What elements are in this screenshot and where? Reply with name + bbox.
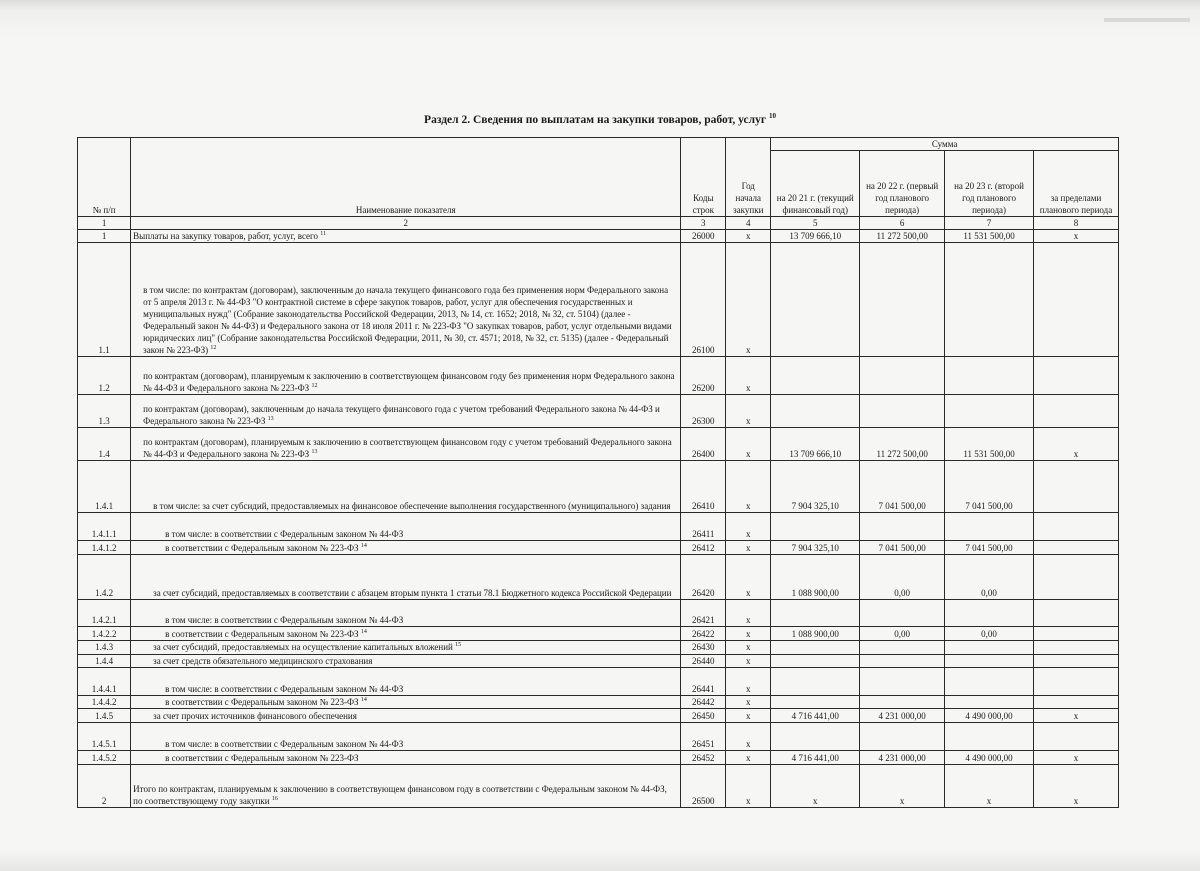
row-code: 26422 [681,627,726,641]
row-value-year-3 [945,722,1034,750]
row-value-year-2: 0,00 [860,627,945,641]
row-value-year-1 [771,641,860,654]
section-title-footnote: 10 [768,112,776,120]
row-number: 1.4 [78,428,131,461]
row-number: 1.4.3 [78,641,131,654]
row-value-year-1: 4 716 441,00 [771,708,860,722]
row-footnote: 12 [210,345,217,352]
scan-edge-mark [1104,18,1190,22]
row-name [131,230,681,243]
row-value-year-1: 4 716 441,00 [771,750,860,764]
row-name-text: Выплаты на закупку товаров, работ, услуг, всего [133,231,319,242]
row-code: 26451 [681,722,726,750]
row-code: 26400 [681,428,726,461]
row-value-year-2: 11 272 500,00 [860,428,945,461]
row-number: 1.4.1 [78,461,131,513]
row-value-year-2 [860,667,945,695]
row-value-year-1 [771,357,860,395]
header-sum: Сумма [771,138,1119,151]
row-value-year-2 [860,600,945,627]
row-value-year-3 [945,513,1034,541]
row-name [131,641,681,654]
row-value-year-3: 0,00 [945,555,1034,600]
row-value-year-3: 7 041 500,00 [945,541,1034,555]
row-value-year-1: 13 709 666,10 [771,428,860,461]
column-number-row [78,217,1119,230]
row-year: х [726,627,771,641]
row-value-year-3 [945,667,1034,695]
row-value-year-4: х [1034,230,1119,243]
header-num: № п/п [78,138,131,217]
column-number: 4 [726,217,771,230]
row-footnote: 16 [271,795,278,802]
row-name [131,600,681,627]
column-number: 3 [681,217,726,230]
row-number: 1.4.4 [78,654,131,667]
row-name-text: по контрактам (договорам), планируемым к заключению в соответствующем финансовом году с учетом требований Федерального закона № 44-ФЗ и Федерального закона № 223-ФЗ [143,437,672,460]
table-row [78,667,1119,695]
row-number: 1 [78,230,131,243]
row-value-year-2 [860,513,945,541]
row-year: х [726,461,771,513]
row-number: 1.4.4.1 [78,667,131,695]
row-value-year-4 [1034,513,1119,541]
row-value-year-1 [771,654,860,667]
row-name [131,750,681,764]
row-footnote: 12 [311,383,318,390]
table-row [78,627,1119,641]
row-name [131,667,681,695]
row-year: х [726,764,771,807]
row-code: 26420 [681,555,726,600]
row-year: х [726,641,771,654]
header-year-3: на 20 23 г. (второй год планового периода) [945,151,1034,217]
row-name-text: в том числе: в соответствии с Федеральным законом № 44-ФЗ [165,615,404,626]
table-row [78,722,1119,750]
row-value-year-2: 0,00 [860,555,945,600]
row-year: х [726,667,771,695]
header-year: Год начала закупки [726,138,771,217]
row-year: х [726,654,771,667]
row-year: х [726,708,771,722]
table-row [78,428,1119,461]
row-number: 1.4.5 [78,708,131,722]
row-value-year-1 [771,667,860,695]
row-footnote: 13 [311,449,318,456]
row-value-year-1 [771,513,860,541]
row-code: 26200 [681,357,726,395]
row-value-year-3: 7 041 500,00 [945,461,1034,513]
row-code: 26000 [681,230,726,243]
row-name-text: в том числе: в соответствии с Федеральным законом № 44-ФЗ [165,738,404,749]
row-value-year-2: 4 231 000,00 [860,750,945,764]
row-value-year-1: 1 088 900,00 [771,627,860,641]
row-value-year-1: 1 088 900,00 [771,555,860,600]
row-year: х [726,230,771,243]
row-value-year-3: 0,00 [945,627,1034,641]
row-year: х [726,750,771,764]
row-value-year-3 [945,600,1034,627]
row-value-year-4 [1034,243,1119,357]
row-value-year-1: х [771,764,860,807]
row-value-year-4 [1034,461,1119,513]
row-value-year-3: 11 531 500,00 [945,230,1034,243]
row-value-year-1 [771,695,860,708]
row-value-year-4 [1034,695,1119,708]
column-number: 2 [131,217,681,230]
column-number: 5 [771,217,860,230]
row-value-year-1: 7 904 325,10 [771,461,860,513]
column-number: 6 [860,217,945,230]
row-value-year-2 [860,243,945,357]
row-value-year-4 [1034,641,1119,654]
table-row [78,708,1119,722]
row-number: 1.4.2.1 [78,600,131,627]
table-body [78,230,1119,808]
table-row [78,764,1119,807]
row-value-year-1: 7 904 325,10 [771,541,860,555]
row-value-year-4 [1034,722,1119,750]
row-value-year-4: х [1034,428,1119,461]
row-year: х [726,722,771,750]
row-number: 2 [78,764,131,807]
column-number: 7 [945,217,1034,230]
table-row [78,461,1119,513]
row-name-text: в том числе: в соответствии с Федеральным законом № 44-ФЗ [165,683,404,694]
row-value-year-3: 4 490 000,00 [945,708,1034,722]
row-name [131,513,681,541]
row-value-year-4 [1034,627,1119,641]
section-title-text: Раздел 2. Сведения по выплатам на закупки товаров, работ, услуг [424,113,767,126]
row-code: 26500 [681,764,726,807]
table-row [78,357,1119,395]
row-value-year-4 [1034,654,1119,667]
header-code: Коды строк [681,138,726,217]
table-row [78,513,1119,541]
row-name-text: в соответствии с Федеральным законом № 223-ФЗ [165,752,359,763]
row-value-year-2 [860,641,945,654]
row-value-year-3 [945,641,1034,654]
row-number: 1.4.2.2 [78,627,131,641]
row-year: х [726,428,771,461]
row-name [131,695,681,708]
row-value-year-3 [945,243,1034,357]
row-code: 26421 [681,600,726,627]
row-code: 26430 [681,641,726,654]
row-number: 1.4.1.1 [78,513,131,541]
row-number: 1.1 [78,243,131,357]
row-name-text: в соответствии с Федеральным законом № 223-ФЗ [165,629,359,640]
row-name-text: по контрактам (договорам), заключенным до начала текущего финансового года с учетом требований Федерального закона № 44-ФЗ и Федерального закона № 223-ФЗ [143,404,660,427]
row-name-text: в том числе: по контрактам (договорам), заключенным до начала текущего финансового года без применения норм Федерального закона от 5 апреля 2013 г. № 44-ФЗ "О контрактной системе в сфере закупок товаров, работ, услуг для обеспечения государственных и муниципальных нужд" (Собрание законодательства Российской Федерации, 2013, № 14, ст. 1652; 2018, № 32, ст. 5104) (далее - Федеральный закон № 44-ФЗ) и Федерального закона от 18 июля 2011 г. № 223-ФЗ "О закупках товаров, работ, услуг отдельными видами юридических лиц" (Собрание законодательства Российской Федерации, 2011, № 30, ст. 4571; 2018, № 32, ст. 5135) (далее - Федеральный закон № 223-ФЗ) [143,284,672,356]
row-year: х [726,695,771,708]
row-name-text: в соответствии с Федеральным законом № 223-ФЗ [165,543,359,554]
row-code: 26412 [681,541,726,555]
row-value-year-2 [860,695,945,708]
row-number: 1.4.2 [78,555,131,600]
row-value-year-2: х [860,764,945,807]
row-value-year-3 [945,695,1034,708]
row-number: 1.3 [78,395,131,428]
row-value-year-2: 7 041 500,00 [860,541,945,555]
row-footnote: 15 [455,642,462,649]
column-number: 8 [1034,217,1119,230]
header-year-2: на 20 22 г. (первый год планового периода) [860,151,945,217]
row-value-year-1 [771,722,860,750]
table-row [78,395,1119,428]
row-value-year-2 [860,357,945,395]
row-name-text: в том числе: за счет субсидий, предоставляемых на финансовое обеспечение выполнения государственного (муниципального) задания [153,501,671,512]
row-value-year-3 [945,357,1034,395]
row-value-year-2 [860,654,945,667]
row-name-text: за счет субсидий, предоставляемых в соответствии с абзацем вторым пункта 1 статьи 78.1 Бюджетного кодекса Российской Федерации [153,588,672,599]
table-row [78,230,1119,243]
row-value-year-4: х [1034,708,1119,722]
table-row [78,555,1119,600]
row-code: 26441 [681,667,726,695]
row-value-year-4: х [1034,764,1119,807]
row-number: 1.4.4.2 [78,695,131,708]
row-code: 26452 [681,750,726,764]
row-code: 26440 [681,654,726,667]
row-year: х [726,541,771,555]
header-year-4: за пределами планового периода [1034,151,1119,217]
row-number: 1.4.5.1 [78,722,131,750]
row-value-year-4 [1034,555,1119,600]
section-title [0,112,1200,126]
row-name-text: по контрактам (договорам), планируемым к заключению в соответствующем финансовом году без применения норм Федерального закона № 44-ФЗ и Федерального закона № 223-ФЗ [143,371,675,394]
row-value-year-2: 7 041 500,00 [860,461,945,513]
row-value-year-3 [945,654,1034,667]
payments-table [77,137,1119,808]
row-value-year-2 [860,395,945,428]
row-name [131,708,681,722]
row-name [131,357,681,395]
row-footnote: 11 [320,231,327,238]
row-name-text: за счет субсидий, предоставляемых на осуществление капитальных вложений [153,642,453,653]
row-name-text: за счет прочих источников финансового обеспечения [153,710,357,721]
row-value-year-2: 4 231 000,00 [860,708,945,722]
row-name-text: за счет средств обязательного медицинского страхования [153,655,373,666]
row-year: х [726,555,771,600]
table-row [78,600,1119,627]
row-value-year-2 [860,722,945,750]
row-year: х [726,395,771,428]
row-name [131,395,681,428]
row-value-year-2: 11 272 500,00 [860,230,945,243]
row-value-year-3: 4 490 000,00 [945,750,1034,764]
header-name: Наименование показателя [131,138,681,217]
table-row [78,695,1119,708]
row-code: 26300 [681,395,726,428]
column-number: 1 [78,217,131,230]
row-name [131,555,681,600]
row-code: 26411 [681,513,726,541]
row-number: 1.4.1.2 [78,541,131,555]
row-value-year-1: 13 709 666,10 [771,230,860,243]
row-name [131,722,681,750]
row-footnote: 14 [360,543,367,550]
row-value-year-4 [1034,357,1119,395]
row-value-year-3 [945,395,1034,428]
row-value-year-4: х [1034,750,1119,764]
row-name-text: в соответствии с Федеральным законом № 223-ФЗ [165,696,359,707]
row-value-year-4 [1034,541,1119,555]
table-row [78,750,1119,764]
table-row [78,641,1119,654]
row-value-year-3: х [945,764,1034,807]
row-value-year-4 [1034,667,1119,695]
row-year: х [726,357,771,395]
row-name [131,764,681,807]
row-name [131,654,681,667]
row-name [131,541,681,555]
row-year: х [726,243,771,357]
row-name [131,428,681,461]
row-number: 1.2 [78,357,131,395]
row-value-year-1 [771,395,860,428]
row-value-year-1 [771,243,860,357]
row-code: 26450 [681,708,726,722]
row-value-year-4 [1034,600,1119,627]
row-footnote: 14 [360,696,367,703]
row-name [131,461,681,513]
row-footnote: 14 [360,629,367,636]
row-footnote: 13 [267,416,274,423]
row-value-year-1 [771,600,860,627]
row-name-text: в том числе: в соответствии с Федеральным законом № 44-ФЗ [165,529,404,540]
row-name [131,627,681,641]
row-code: 26100 [681,243,726,357]
row-value-year-4 [1034,395,1119,428]
row-value-year-3: 11 531 500,00 [945,428,1034,461]
row-code: 26410 [681,461,726,513]
row-year: х [726,600,771,627]
row-code: 26442 [681,695,726,708]
table-row [78,243,1119,357]
header-year-1: на 20 21 г. (текущий финансовый год) [771,151,860,217]
row-name-text: Итого по контрактам, планируемым к заключению в соответствующем финансовом году в соответствии с Федеральным законом № 44-ФЗ, по соответствующему году закупки [133,783,667,806]
table-row [78,654,1119,667]
row-year: х [726,513,771,541]
row-number: 1.4.5.2 [78,750,131,764]
row-name [131,243,681,357]
table-row [78,541,1119,555]
